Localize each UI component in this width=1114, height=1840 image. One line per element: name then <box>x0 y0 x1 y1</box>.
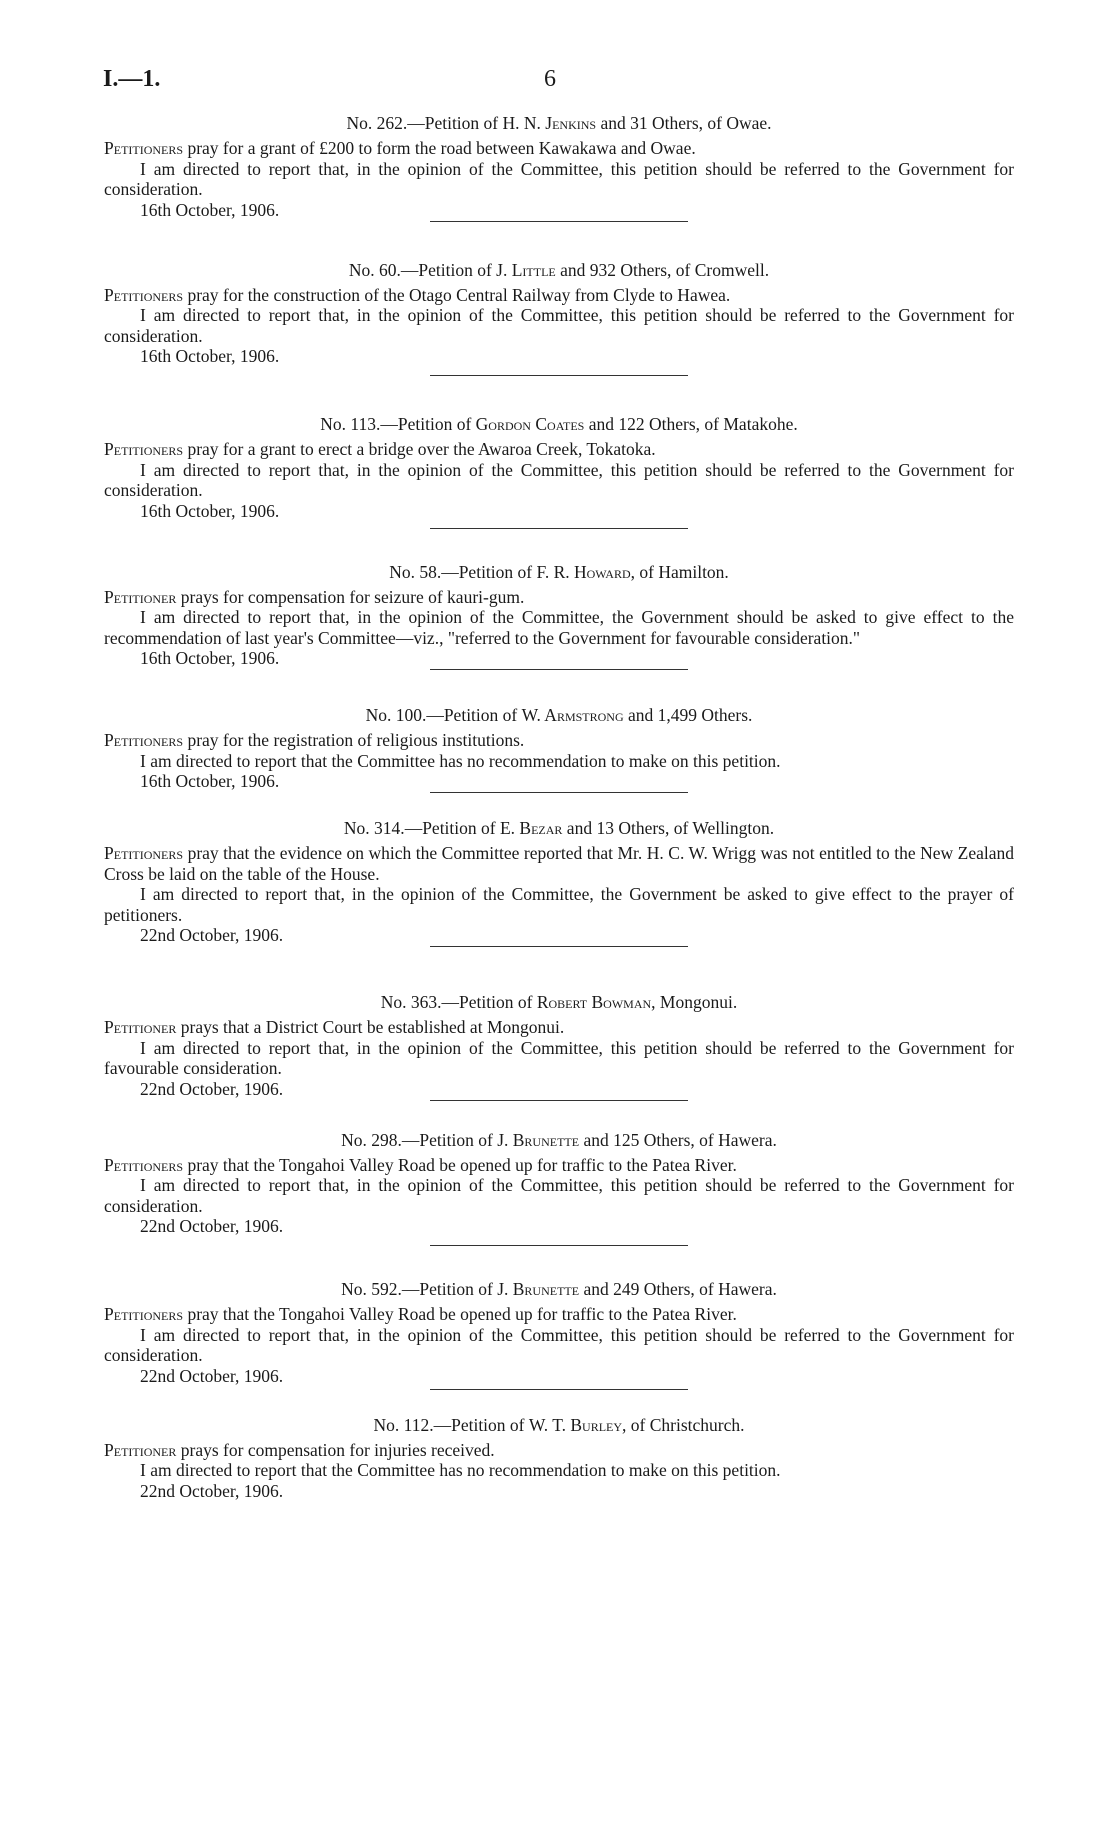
report-date: 16th October, 1906. <box>140 199 280 220</box>
section-divider <box>430 1245 688 1246</box>
report-date: 22nd October, 1906. <box>140 1480 284 1501</box>
report-date: 16th October, 1906. <box>140 648 280 668</box>
petition-prayer: Petitioner prays for compensation for injuries received. <box>104 1439 495 1460</box>
committee-report: I am directed to report that, in the opinion of the Committee, this petition should be referred to the Government for consideration. <box>104 158 1014 199</box>
section-divider <box>430 1389 688 1390</box>
petition-entry <box>104 559 1014 671</box>
petition-heading: No. 363.—Petition of Robert Bowman, Mongonui. <box>380 992 738 1012</box>
petition-prayer: Petitioners pray for a grant of £200 to form the road between Kawakawa and Owae. <box>104 138 696 158</box>
petition-heading: No. 113.—Petition of Gordon Coates and 122 Others, of Matakohe. <box>320 414 798 434</box>
section-divider <box>430 669 688 670</box>
petition-prayer: Petitioners pray that the Tongahoi Valley Road be opened up for traffic to the Patea River. <box>104 1154 737 1175</box>
petition-entry <box>104 411 1014 529</box>
committee-report: I am directed to report that, in the opinion of the Committee, the Government should be asked to give effect to the recommendation of last year's Committee—viz., "referred to the Government for favourable consideration." <box>104 607 1014 648</box>
committee-report: I am directed to report that the Committee has no recommendation to make on this petition. <box>140 750 781 771</box>
petition-entry <box>104 815 1014 947</box>
petition-entry <box>104 1412 1014 1502</box>
committee-report: I am directed to report that, in the opinion of the Committee, this petition should be referred to the Government for consideration. <box>104 1324 1014 1365</box>
committee-report: I am directed to report that, in the opinion of the Committee, the Government be asked to give effect to the prayer of petitioners. <box>104 884 1014 925</box>
petitioner-name: F. R. Howard <box>536 561 631 582</box>
petition-prayer: Petitioner prays that a District Court be established at Mongonui. <box>104 1017 565 1037</box>
committee-report: I am directed to report that, in the opinion of the Committee, this petition should be referred to the Government for favourable consideration. <box>104 1037 1014 1078</box>
page-number: 6 <box>544 66 556 92</box>
petitioner-name: W. Armstrong <box>521 705 624 725</box>
petition-heading: No. 60.—Petition of J. Little and 932 Others, of Cromwell. <box>348 259 770 280</box>
petition-heading: No. 298.—Petition of J. Brunette and 125 Others, of Hawera. <box>341 1129 777 1150</box>
committee-report: I am directed to report that, in the opinion of the Committee, this petition should be referred to the Government for consideration. <box>104 305 1014 346</box>
petitioner-name: Robert Bowman <box>536 992 652 1012</box>
report-date: 22nd October, 1906. <box>140 1216 284 1236</box>
petition-heading: No. 262.—Petition of H. N. Jenkins and 31 Others, of Owae. <box>346 113 772 133</box>
petitioner-name: J. Little <box>496 259 556 280</box>
section-divider <box>430 221 688 222</box>
report-date: 16th October, 1906. <box>140 500 280 521</box>
committee-report: I am directed to report that the Committee has no recommendation to make on this petition. <box>140 1460 781 1480</box>
petitioner-name: Gordon Coates <box>475 414 585 434</box>
petitioner-name: J. Brunette <box>497 1279 580 1299</box>
petition-entry <box>104 989 1014 1101</box>
petition-heading: No. 314.—Petition of E. Bezar and 13 Others, of Wellington. <box>343 818 775 838</box>
report-date: 16th October, 1906. <box>140 346 280 366</box>
petition-entry <box>104 1276 1014 1390</box>
petition-entry <box>104 702 1014 793</box>
section-divider <box>430 375 688 376</box>
report-date: 16th October, 1906. <box>140 771 280 791</box>
section-divider <box>430 528 688 529</box>
petition-prayer: Petitioner prays for compensation for seizure of kauri-gum. <box>104 586 525 607</box>
petitioner-name: W. T. Burley <box>528 1414 623 1435</box>
petition-heading: No. 58.—Petition of F. R. Howard, of Hamilton. <box>389 561 729 582</box>
section-divider <box>430 946 688 947</box>
committee-report: I am directed to report that, in the opinion of the Committee, this petition should be referred to the Government for consideration. <box>104 1175 1014 1216</box>
committee-report: I am directed to report that, in the opinion of the Committee, this petition should be referred to the Government for consideration. <box>104 459 1014 500</box>
petition-prayer: Petitioners pray for the registration of religious institutions. <box>104 730 525 750</box>
petition-heading: No. 100.—Petition of W. Armstrong and 1,499 Others. <box>365 705 753 725</box>
page-identifier: I.—1. <box>103 66 161 92</box>
petition-prayer: Petitioners pray for the construction of the Otago Central Railway from Clyde to Hawea. <box>104 284 731 305</box>
petition-entry <box>104 1127 1014 1247</box>
petitioner-name: J. Brunette <box>497 1129 580 1150</box>
report-date: 22nd October, 1906. <box>140 1078 284 1099</box>
petition-heading: No. 112.—Petition of W. T. Burley, of Christchurch. <box>373 1414 745 1435</box>
petition-entry <box>104 257 1014 377</box>
petitions-list <box>104 110 1014 1502</box>
report-date: 22nd October, 1906. <box>140 1365 284 1386</box>
report-date: 22nd October, 1906. <box>140 925 284 945</box>
petitioner-name: H. N. Jenkins <box>502 113 597 133</box>
petition-prayer: Petitioners pray that the Tongahoi Valley Road be opened up for traffic to the Patea River. <box>104 1304 737 1324</box>
petition-entry <box>104 110 1014 222</box>
petition-prayer: Petitioners pray for a grant to erect a bridge over the Awaroa Creek, Tokatoka. <box>104 439 656 459</box>
petition-heading: No. 592.—Petition of J. Brunette and 249 Others, of Hawera. <box>341 1279 777 1299</box>
petition-prayer: Petitioners pray that the evidence on which the Committee reported that Mr. H. C. W. Wrigg was not entitled to the New Zealand Cross be laid on the table of the House. <box>104 843 1014 884</box>
section-divider <box>430 792 688 793</box>
petitioner-name: E. Bezar <box>499 818 563 838</box>
section-divider <box>430 1100 688 1101</box>
